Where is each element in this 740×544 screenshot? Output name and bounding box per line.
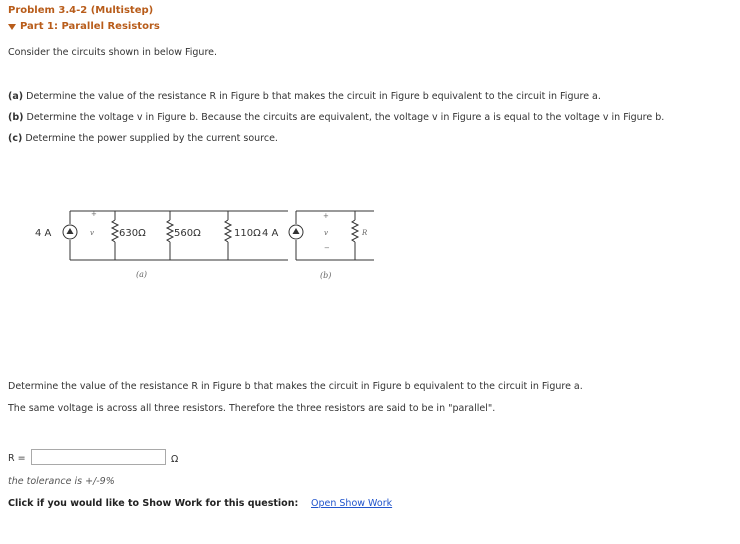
question-c: [8, 133, 278, 144]
fig-a-resistor-1-icon: [112, 220, 118, 242]
fig-b-v-label: v: [324, 229, 328, 237]
fig-b-r-label: R: [362, 229, 368, 237]
fig-b-arrow-icon: [293, 228, 300, 234]
fig-b-minus: −: [324, 244, 330, 252]
question-c-prefix: (c): [8, 133, 23, 144]
part-label: Part 1: Parallel Resistors: [20, 21, 160, 32]
circuit-figure: [28, 200, 388, 290]
fig-a-resistor-3-icon: [225, 220, 231, 242]
answer-label: R =: [8, 453, 26, 464]
fig-a-caption: (a): [136, 270, 148, 279]
fig-a-arrow-icon: [67, 228, 74, 234]
fig-a-r3-label: 110Ω: [234, 228, 261, 239]
fig-a-v-label: v: [90, 229, 94, 237]
fig-a-plus: +: [91, 210, 97, 218]
open-show-work-link[interactable]: Open Show Work: [311, 498, 393, 509]
fig-b-plus: +: [323, 212, 329, 220]
question-a-prefix: (a): [8, 91, 24, 102]
question-b-prefix: (b): [8, 112, 24, 123]
fig-a-resistor-2-icon: [167, 220, 173, 242]
show-work-prompt: Click if you would like to Show Work for this question:: [8, 498, 299, 509]
part-prompt: Determine the value of the resistance R in Figure b that makes the circuit in Figure b equivalent to the circuit in Figure a.: [8, 381, 583, 392]
answer-unit: Ω: [171, 454, 179, 465]
problem-title: Problem 3.4-2 (Multistep): [8, 5, 154, 16]
question-a: [8, 91, 601, 102]
tolerance-text: the tolerance is +/-9%: [8, 476, 115, 487]
question-b: [8, 112, 664, 123]
intro-text: Consider the circuits shown in below Figure.: [8, 47, 218, 58]
fig-a-r1-label: 630Ω: [119, 228, 146, 239]
question-a-text: Determine the value of the resistance R in Figure b that makes the circuit in Figure b equivalent to the circuit in Figure a.: [23, 91, 601, 102]
collapse-triangle-icon[interactable]: [8, 24, 16, 30]
fig-b-resistor-icon: [352, 220, 358, 242]
answer-input[interactable]: [31, 449, 166, 465]
fig-a-r2-label: 560Ω: [174, 228, 201, 239]
fig-b-caption: (b): [320, 271, 332, 280]
part-header[interactable]: [8, 21, 160, 32]
question-c-text: Determine the power supplied by the current source.: [22, 133, 278, 144]
fig-b-source-label: 4 A: [262, 228, 279, 239]
question-b-text: Determine the voltage v in Figure b. Because the circuits are equivalent, the voltage v in Figure a is equal to the voltage v in Figure b.: [23, 112, 665, 123]
fig-a-source-label: 4 A: [35, 228, 52, 239]
hint-text: The same voltage is across all three resistors. Therefore the three resistors are said to be in "parallel".: [8, 403, 496, 414]
